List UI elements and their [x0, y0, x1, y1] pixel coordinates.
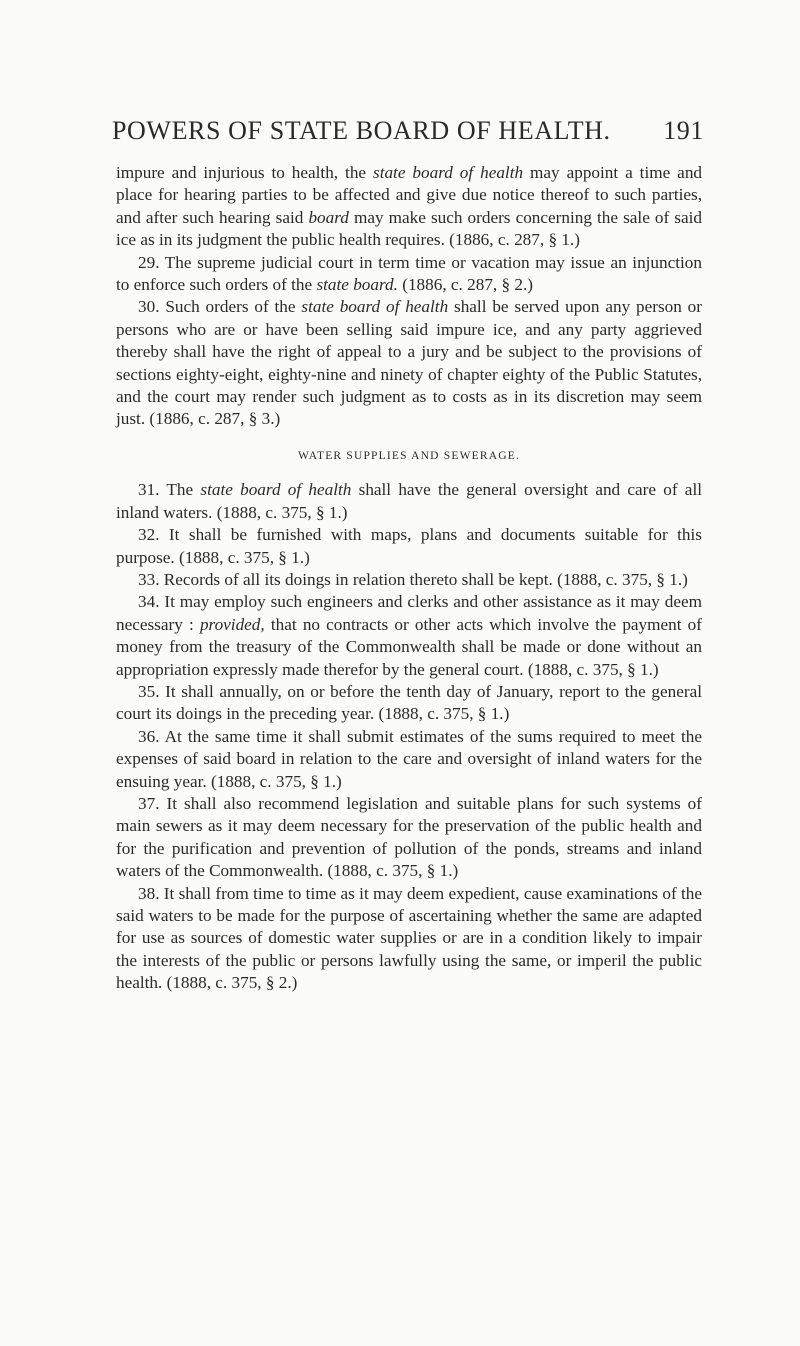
paragraph-35: 35. It shall annually, on or before the tenth day of January, report to the general court its doings in the preceding year. (1888, c. 375, § 1.) [116, 681, 702, 724]
paragraph-37: 37. It shall also recommend legislation and suitable plans for such systems of main sewers as it may deem necessary for the preservation of the public health and for the purification and prevention of pollution of the ponds, streams and inland waters of the Commonwealth. (1888, c. 375, § 1.) [116, 793, 702, 881]
body-text [116, 162, 702, 995]
page-number: 191 [663, 116, 704, 145]
paragraph-38: 38. It shall from time to time as it may deem expedient, cause examinations of the said waters to be made for the purpose of ascertaining whether the same are adapted for use as sources of domestic water supplies or are in a condition likely to impair the interests of the public or persons lawfully using the same, or imperil the public health. (1888, c. 375, § 2.) [116, 883, 702, 993]
section-heading: WATER SUPPLIES AND SEWERAGE. [297, 449, 521, 462]
paragraph-32: 32. It shall be furnished with maps, plans and documents suitable for this purpose. (1888, c. 375, § 1.) [116, 525, 702, 567]
paragraph-31: 31. The state board of health shall have the general oversight and care of all inland waters. (1888, c. 375, § 1.) [116, 480, 702, 522]
running-title: POWERS OF STATE BOARD OF HEALTH. [112, 116, 611, 145]
paragraph-36: 36. At the same time it shall submit estimates of the sums required to meet the expenses of said board in relation to the care and oversight of inland waters for the ensuing year. (1888, c. 375, § 1.) [116, 726, 702, 791]
paragraph-29: 29. The supreme judicial court in term time or vacation may issue an injunction to enforce such orders of the state board. (1886, c. 287, § 2.) [116, 252, 702, 295]
running-head [112, 116, 704, 146]
paragraph-28-continued: impure and injurious to health, the state board of health may appoint a time and place for hearing parties to be affected and give due notice thereof to such parties, and after such hearing said board may make such orders concerning the sale of said ice as in its judgment the public health requires. (1886, c. 287, § 1.) [116, 163, 703, 250]
paragraph-30: 30. Such orders of the state board of health shall be served upon any person or persons who are or have been selling said impure ice, and any party aggrieved thereby shall have the right of appeal to a jury and be subject to the provisions of sections eighty-eight, eighty-nine and ninety of chapter eighty of the Public Statutes, and the court may render such judgment as to costs as in its discretion may seem just. (1886, c. 287, § 3.) [116, 297, 703, 429]
paragraph-34: 34. It may employ such engineers and clerks and other assistance as it may deem necessary : provided, that no contracts or other acts which involve the payment of money from the treasury of the Commonwealth shall be made or done without an appropriation expressly made therefor by the general court. (1888, c. 375, § 1.) [116, 592, 702, 679]
paragraph-33: 33. Records of all its doings in relation thereto shall be kept. (1888, c. 375, § 1.) [138, 569, 688, 589]
